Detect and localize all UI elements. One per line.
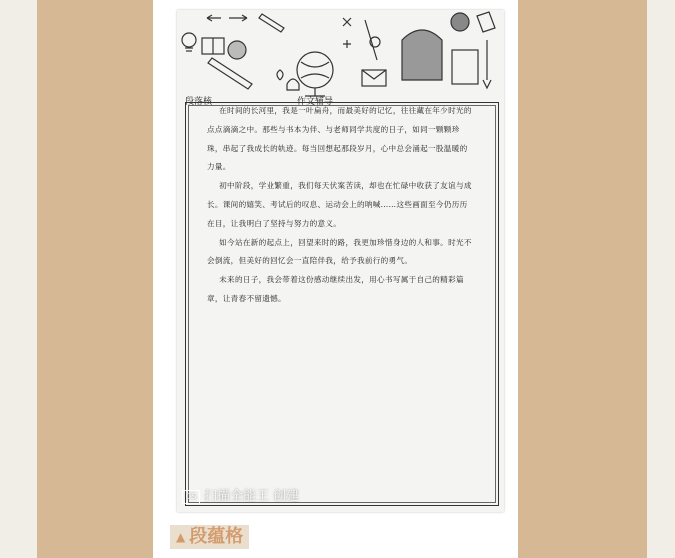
globe-icon — [297, 52, 333, 88]
trophy-icon — [287, 79, 299, 90]
ball-icon — [451, 13, 469, 31]
ruler-icon — [208, 58, 252, 89]
lightbulb-icon — [182, 33, 196, 51]
doodle-header-illustration — [177, 10, 504, 110]
caption-label: 段蕴格 — [189, 526, 244, 547]
apple-icon — [228, 41, 246, 59]
section-caption — [170, 525, 249, 549]
scanner-watermark — [182, 485, 299, 504]
triangle-marker-icon: ▲ — [176, 530, 186, 544]
heart-icon — [277, 70, 283, 80]
camscanner-logo-icon: CS — [182, 490, 200, 504]
watermark-text: 扫描全能王 创建 — [204, 489, 300, 504]
handwritten-essay — [207, 102, 472, 309]
plus-icon — [343, 40, 351, 48]
lamp-icon — [477, 12, 495, 32]
right-decor-band — [518, 0, 647, 558]
essay-paragraph-3: 如今站在新的起点上，回望来时的路，我更加珍惜身边的人和事。时光不会倒流，但美好的回忆会一直陪伴我，给予我前行的勇气。 — [207, 237, 472, 266]
essay-paragraph-1: 在时间的长河里，我是一叶扁舟，而最美好的记忆，往往藏在年少时光的点点滴滴之中。那些与书本为伴、与老师同学共度的日子，如同一颗颗珍珠，串起了我成长的轨迹。每当回想起那段岁月，心中总会涌起一股温暖的力量。 — [207, 106, 472, 172]
handwritten-header-right: 作文辅导 — [297, 97, 334, 107]
essay-paragraph-4: 未来的日子，我会带着这份感动继续出发，用心书写属于自己的精彩篇章，让青春不留遗憾。 — [207, 275, 464, 303]
backpack-icon — [402, 30, 442, 80]
arrow-icon — [207, 15, 221, 21]
close-mark-icon — [343, 18, 351, 26]
handwritten-header-left: 段落核 — [185, 97, 213, 107]
pencil-icon — [259, 14, 284, 32]
left-decor-band — [37, 0, 153, 558]
notebook-icon — [452, 50, 478, 84]
scanned-page — [177, 10, 504, 512]
pen-icon — [483, 40, 491, 88]
essay-paragraph-2: 初中阶段，学业繁重，我们每天伏案苦读，却也在忙碌中收获了友谊与成长。课间的嬉笑、考试后的叹息、运动会上的呐喊……这些画面至今仍历历在目，让我明白了坚持与努力的意义。 — [207, 181, 472, 228]
